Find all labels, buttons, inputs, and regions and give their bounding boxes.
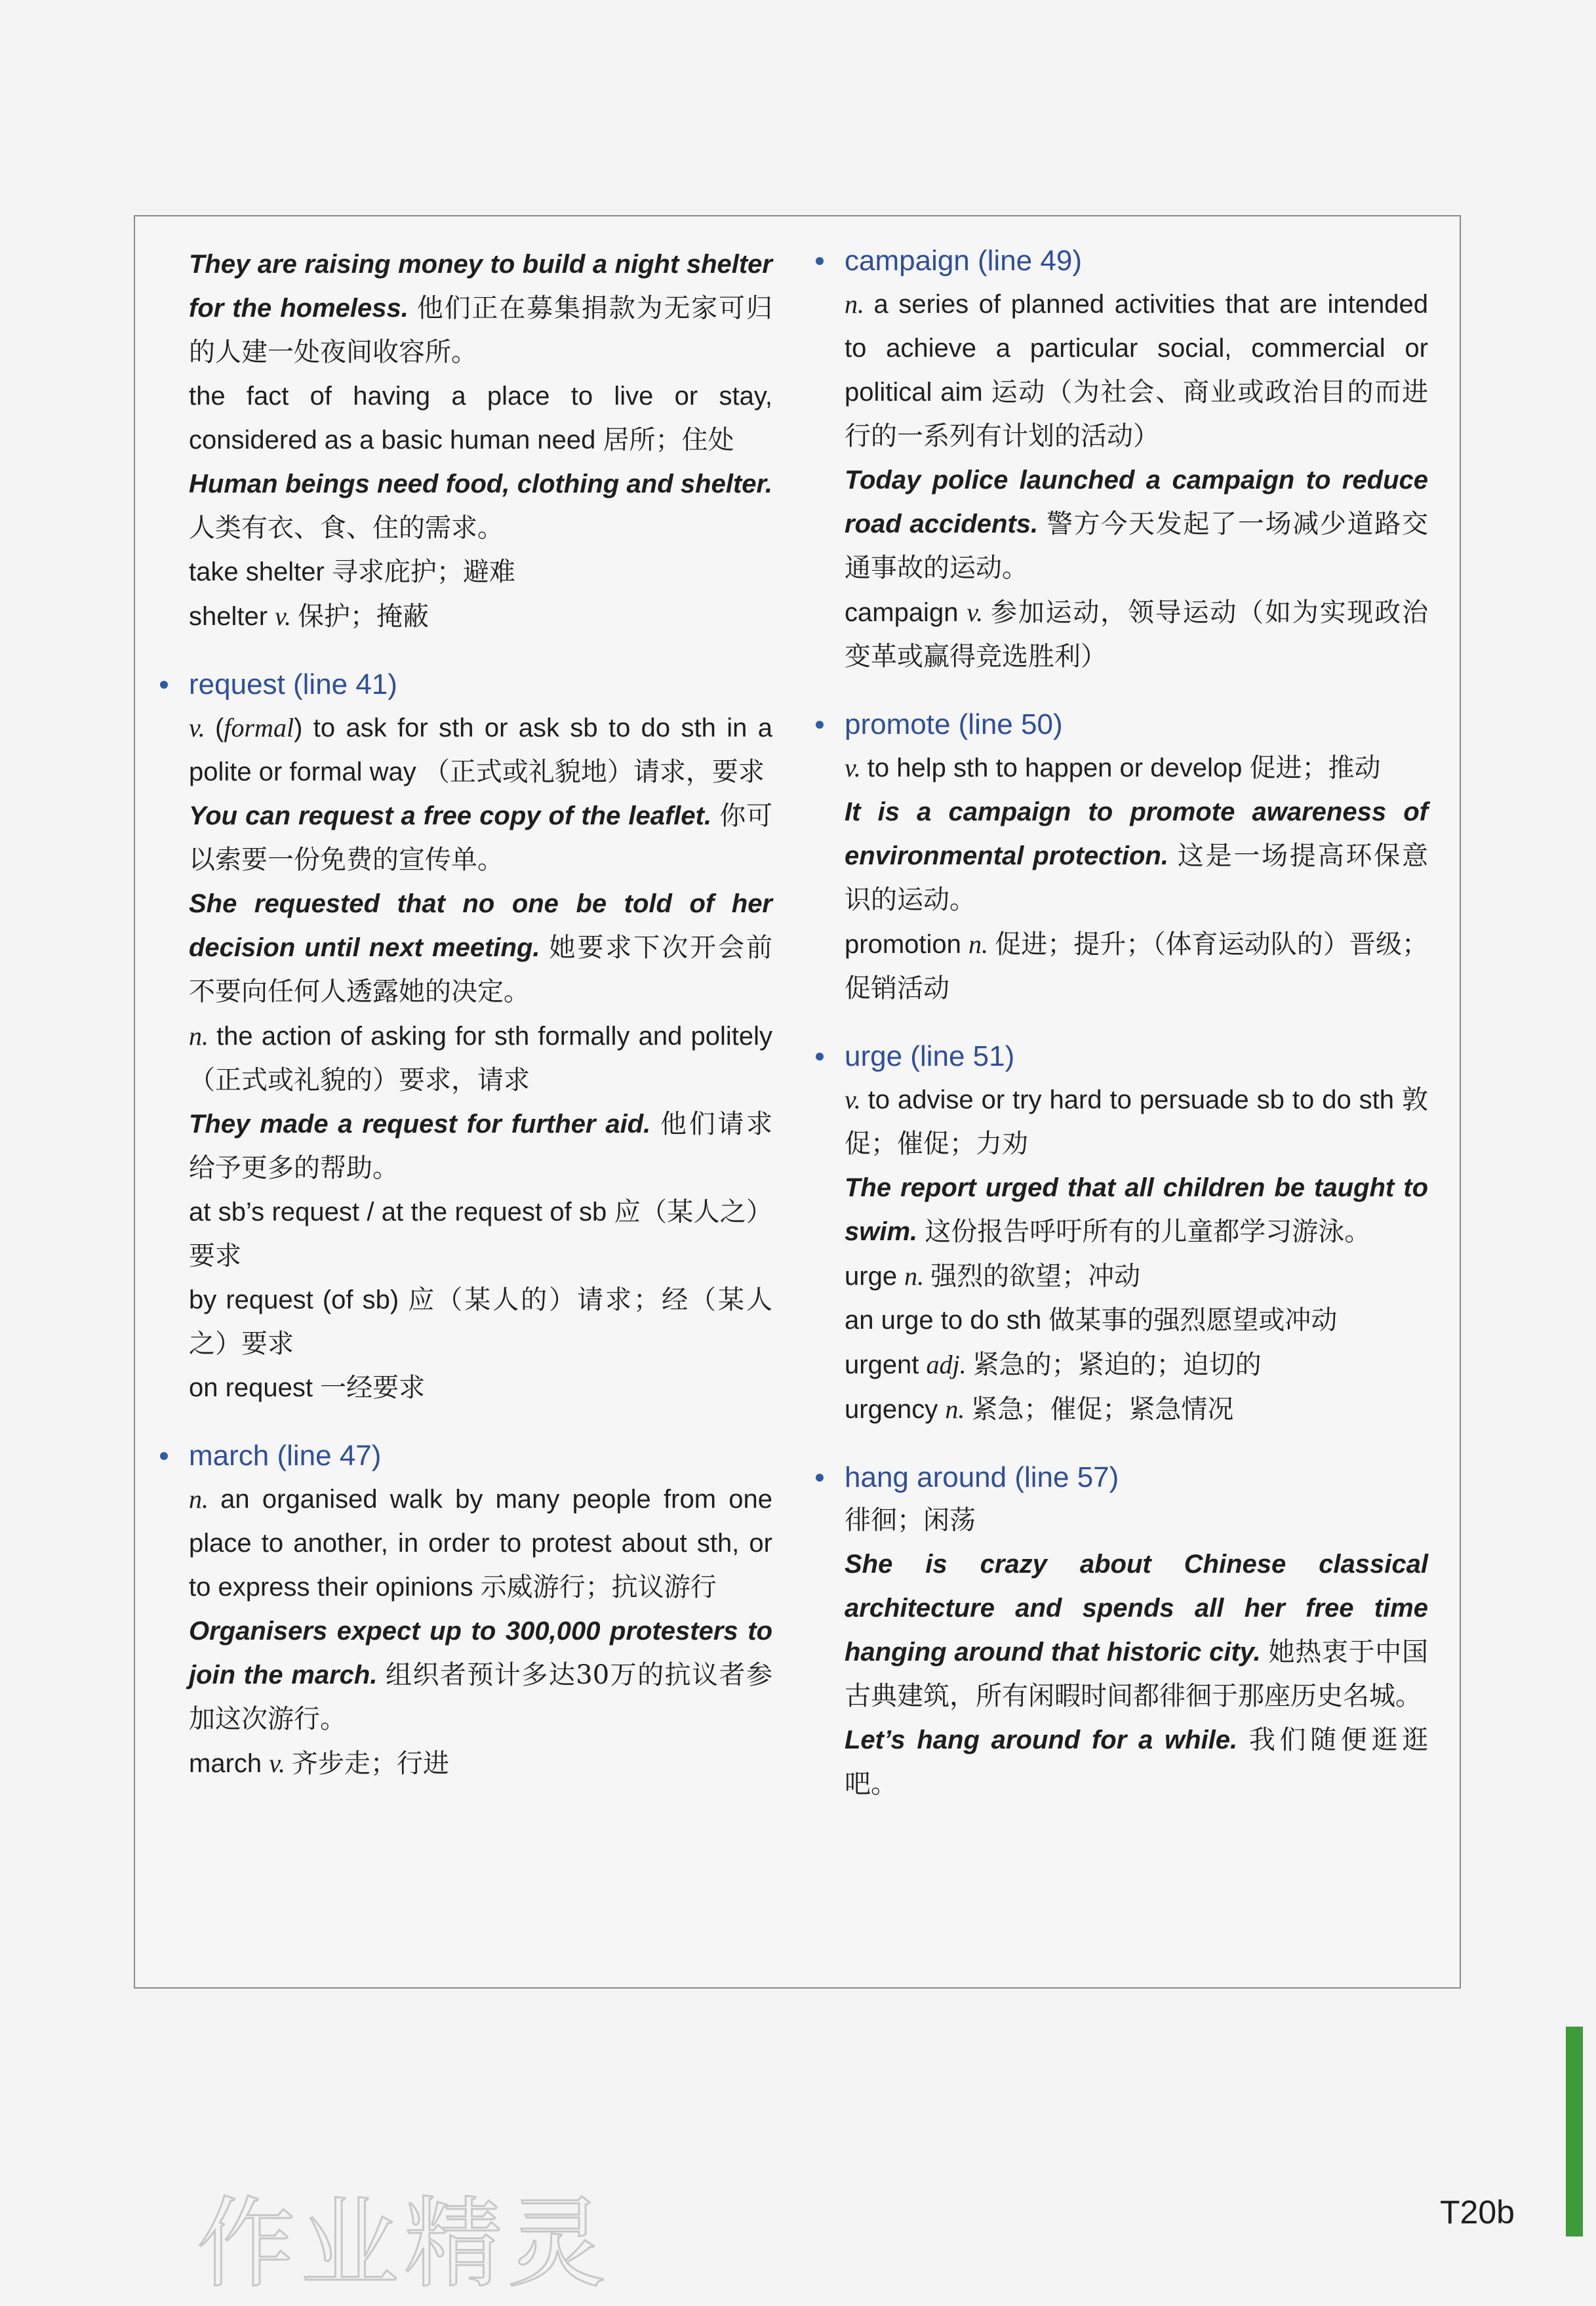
chinese-gloss: 徘徊；闲荡 [845, 1505, 976, 1535]
chinese-gloss: 应（某人的）请求；经（某人之）要求 [189, 1285, 772, 1359]
headword: request (line 41) [189, 668, 397, 700]
vocab-entry [845, 706, 1428, 1011]
definition-line [189, 462, 772, 550]
definition-text: campaign [845, 598, 967, 627]
page-number: T20b [1440, 2194, 1515, 2231]
part-of-speech: v. [189, 713, 216, 742]
chinese-gloss: （正式或礼貌地）请求，要求 [423, 757, 765, 787]
part-of-speech: n. [968, 929, 995, 959]
chinese-gloss: 这是一场提高环保意识的运动。 [845, 841, 1428, 915]
definition-line [189, 1190, 772, 1278]
definition-text: ( [215, 714, 224, 742]
chinese-gloss: 紧急的；紧迫的；迫切的 [972, 1350, 1262, 1380]
definition-line [845, 458, 1428, 590]
definition-text: urge [845, 1262, 905, 1291]
example-sentence: The report urged that all children be taught to swim. [845, 1173, 1428, 1246]
part-of-speech: v. [275, 601, 298, 631]
chinese-gloss: 警方今天发起了一场减少道路交通事故的运动。 [845, 509, 1428, 583]
definition-line [189, 1477, 772, 1609]
chinese-gloss: 她要求下次开会前不要向任何人透露她的决定。 [189, 933, 772, 1007]
definition-line [189, 1609, 772, 1741]
definition-line [189, 1278, 772, 1366]
bullet-icon [816, 257, 824, 265]
definition-line [845, 590, 1428, 679]
definition-line [845, 922, 1428, 1011]
bullet-icon [816, 721, 824, 729]
chinese-gloss: 参加运动，领导运动（如为实现政治变革或赢得竞选胜利） [845, 597, 1428, 672]
chinese-gloss: 人类有衣、食、住的需求。 [189, 513, 504, 543]
vocab-entry [845, 243, 1428, 679]
definition-text: ) to ask for sth or ask sb to do sth in a polite or formal way [189, 714, 772, 786]
headword: promote (line 50) [845, 708, 1063, 740]
example-sentence: Today police launched a campaign to reduce road accidents. [845, 466, 1428, 538]
left-column [189, 243, 772, 1813]
part-of-speech: formal [224, 713, 294, 742]
definition-text: to help sth to happen or develop [867, 754, 1250, 782]
definition-line [189, 243, 772, 374]
chinese-gloss: 这份报告呼吁所有的儿童都学习游泳。 [925, 1217, 1371, 1247]
part-of-speech: v. [967, 597, 991, 627]
example-sentence: Let’s hang around for a while. [845, 1726, 1249, 1754]
definition-text: take shelter [189, 557, 332, 586]
part-of-speech: n. [189, 1021, 217, 1051]
headword: urge (line 51) [845, 1040, 1015, 1072]
bullet-icon [160, 681, 168, 689]
definition-line [845, 1254, 1428, 1299]
part-of-speech: v. [845, 753, 868, 782]
example-sentence: She is crazy about Chinese classical architecture and spends all her free time hanging around that historic city. [845, 1550, 1428, 1667]
chinese-gloss: 应（某人之）要求 [189, 1197, 773, 1271]
chinese-gloss: 寻求庇护；避难 [331, 557, 515, 587]
definition-text: the fact of having a place to live or stay, considered as a basic human need [189, 382, 772, 455]
definition-line [845, 282, 1428, 458]
definition-text: to advise or try hard to persuade sb to do sth [868, 1085, 1402, 1114]
definition-text: urgent [845, 1350, 927, 1379]
part-of-speech: n. [904, 1261, 931, 1291]
definition-line [189, 1741, 772, 1786]
chinese-gloss: 紧急；催促；紧急情况 [971, 1394, 1234, 1425]
definition-text: promotion [845, 930, 969, 959]
chinese-gloss: 示威游行；抗议游行 [480, 1572, 717, 1602]
watermark-logo: 作业精灵 [197, 2187, 612, 2301]
definition-line [189, 374, 772, 462]
chinese-gloss: 敦促；催促；力劝 [845, 1085, 1428, 1159]
definition-line [845, 1718, 1428, 1806]
definition-text: shelter [189, 602, 275, 631]
part-of-speech: v. [845, 1085, 868, 1114]
chinese-gloss: 居所；住处 [603, 425, 734, 455]
vocab-entry [845, 1459, 1428, 1806]
example-sentence: Organisers expect up to 300,000 protesters to join the march. [189, 1617, 772, 1689]
definition-text: a series of planned activities that are intended to achieve a particular social, commercial or political aim [845, 290, 1429, 407]
definition-line [189, 1366, 772, 1410]
part-of-speech: n. [189, 1484, 221, 1514]
example-sentence: They are raising money to build a night shelter for the homeless. [189, 250, 772, 323]
part-of-speech: n. [945, 1394, 972, 1424]
chinese-gloss: 促进；推动 [1249, 753, 1381, 783]
chinese-gloss: 运动（为社会、商业或政治目的而进行的一系列有计划的活动） [845, 377, 1429, 451]
definition-line [189, 882, 772, 1014]
definition-line [189, 1102, 772, 1190]
chinese-gloss: 齐步走；行进 [292, 1749, 450, 1779]
vocab-entry [845, 1038, 1428, 1432]
chinese-gloss: 我们随便逛逛吧。 [845, 1725, 1429, 1799]
definition-line [189, 594, 772, 639]
bullet-icon [816, 1053, 824, 1061]
part-of-speech: v. [269, 1749, 292, 1778]
definition-text: an urge to do sth [845, 1306, 1049, 1335]
definition-line [845, 790, 1428, 922]
definition-line [845, 1387, 1428, 1432]
chinese-gloss: 做某事的强烈愿望或冲动 [1048, 1305, 1338, 1335]
definition-line [845, 1078, 1428, 1166]
chinese-gloss: （正式或礼貌的）要求，请求 [189, 1065, 530, 1095]
right-column [845, 243, 1428, 1834]
chapter-tab [1566, 2027, 1583, 2236]
definition-line [845, 1343, 1428, 1387]
example-sentence: Human beings need food, clothing and shelter. [189, 470, 772, 498]
definition-line [189, 1014, 772, 1102]
bullet-icon [160, 1452, 168, 1460]
chinese-gloss: 促进；提升；（体育运动队的）晋级；促销活动 [845, 929, 1429, 1003]
definition-line [189, 550, 772, 594]
part-of-speech: n. [845, 289, 874, 319]
definition-text: the action of asking for sth formally and politely [216, 1022, 773, 1051]
definition-text: on request [189, 1373, 321, 1402]
chinese-gloss: 一经要求 [320, 1373, 426, 1403]
definition-text: at sb’s request / at the request of sb [189, 1198, 614, 1226]
definition-text: an organised walk by many people from one place to another, in order to protest about sth, or to express their opinions [189, 1485, 772, 1602]
bullet-icon [816, 1474, 824, 1482]
definition-line [189, 706, 772, 794]
vocab-entry [189, 243, 772, 639]
definition-text: march [189, 1749, 269, 1778]
definition-text: by request (of sb) [189, 1285, 409, 1314]
headword: march (line 47) [189, 1440, 382, 1472]
definition-line [845, 1543, 1428, 1718]
chinese-gloss: 你可以索要一份免费的宣传单。 [189, 801, 772, 875]
example-sentence: It is a campaign to promote awareness of environmental protection. [845, 798, 1428, 870]
definition-line [845, 1166, 1428, 1254]
part-of-speech: adj. [926, 1350, 973, 1379]
definition-line [845, 1299, 1428, 1343]
definition-line [845, 1499, 1428, 1543]
definition-line [845, 746, 1428, 790]
definition-line [189, 794, 772, 882]
example-sentence: She requested that no one be told of her decision until next meeting. [189, 889, 772, 962]
vocabulary-box [134, 215, 1461, 1989]
headword: hang around (line 57) [845, 1461, 1119, 1493]
chinese-gloss: 保护；掩蔽 [297, 601, 429, 632]
chinese-gloss: 她热衷于中国古典建筑，所有闲暇时间都徘徊于那座历史名城。 [845, 1637, 1428, 1711]
example-sentence: They made a request for further aid. [189, 1110, 661, 1139]
chinese-gloss: 强烈的欲望；冲动 [930, 1261, 1141, 1291]
chinese-gloss: 他们正在募集捐款为无家可归的人建一处夜间收容所。 [189, 293, 772, 367]
vocab-entry [189, 1438, 772, 1786]
definition-text: urgency [845, 1395, 946, 1424]
example-sentence: You can request a free copy of the leaflet. [189, 801, 720, 830]
chinese-gloss: 组织者预计多达30万的抗议者参加这次游行。 [189, 1660, 772, 1734]
vocab-entry [189, 666, 772, 1410]
headword: campaign (line 49) [845, 245, 1082, 277]
chinese-gloss: 他们请求给予更多的帮助。 [189, 1109, 772, 1183]
